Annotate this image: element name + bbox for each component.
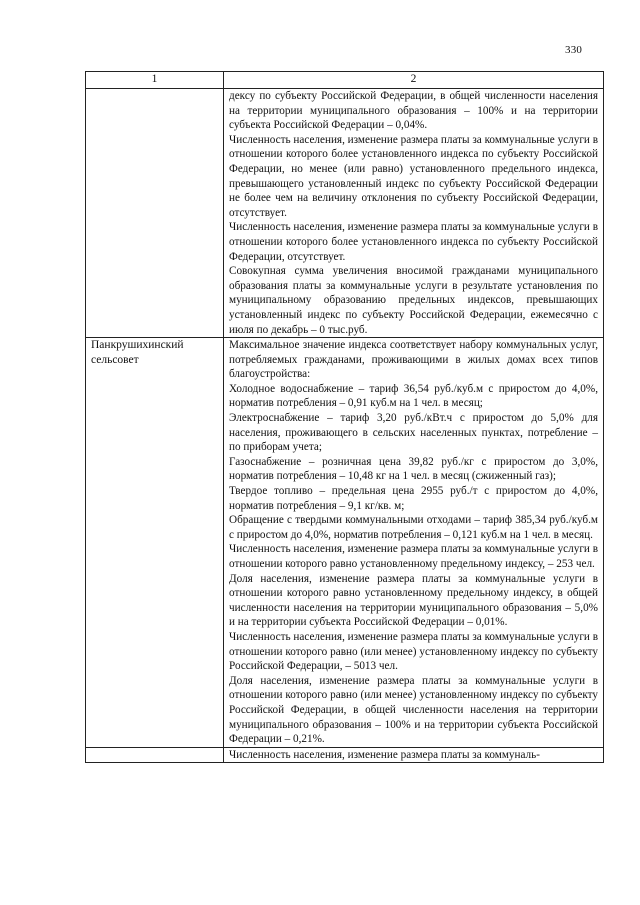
table-row bbox=[86, 89, 604, 338]
paragraph: Совокупная сумма увеличения вносимой гражданами муниципального образования платы за коммунальные услуги в результате установления по муниципальному образованию предельных индексов, превышающих установленный индекс по субъекту Российской Федерации, ежемесячно с июля по декабрь – 0 тыс.руб. bbox=[229, 265, 598, 336]
paragraph: Обращение с твердыми коммунальными отходами – тариф 385,34 руб./куб.м с приростом до 4,0%, норматив потребления – 0,121 куб.м на 1 чел. в месяц. bbox=[229, 514, 598, 541]
table-header-row bbox=[86, 72, 604, 89]
paragraph: Численность населения, изменение размера платы за коммунальные услуги в отношении которого равно (или менее) установленному индексу по субъекту Российской Федерации, – 5013 чел. bbox=[229, 630, 598, 673]
page-number: 330 bbox=[565, 44, 583, 56]
description-cell bbox=[224, 338, 604, 748]
table-row bbox=[86, 338, 604, 748]
paragraph: Доля населения, изменение размера платы за коммунальные услуги в отношении которого равно установленному предельному индексу, в общей численности населения на территории муниципального образования – 5,0% и на территории субъекта Российской Федерации – 0,01%. bbox=[229, 572, 598, 629]
column-header-1: 1 bbox=[86, 72, 224, 89]
description-cell bbox=[224, 747, 604, 763]
entity-cell bbox=[86, 747, 224, 763]
entity-cell bbox=[86, 89, 224, 338]
paragraph: Твердое топливо – предельная цена 2955 руб./т с приростом до 4,0%, норматив потребления – 9,1 кг/кв. м; bbox=[229, 485, 598, 512]
paragraph: Численность населения, изменение размера платы за коммунальные услуги в отношении которого более установленного индекса по субъекту Российской Федерации, отсутствует. bbox=[229, 221, 598, 263]
data-table bbox=[85, 71, 604, 763]
description-cell bbox=[224, 89, 604, 338]
paragraph: Максимальное значение индекса соответствует набору коммунальных услуг, потребляемых гражданами, проживающими в жилых домах всех типов благоустройства: bbox=[229, 339, 598, 381]
paragraph: дексу по субъекту Российской Федерации, в общей численности населения на территории муниципального образования – 100% и на территории субъекта Российской Федерации – 0,04%. bbox=[229, 90, 598, 132]
paragraph: Холодное водоснабжение – тариф 36,54 руб./куб.м с приростом до 4,0%, норматив потребления – 0,91 куб.м на 1 чел. в месяц; bbox=[229, 382, 598, 410]
paragraph: Численность населения, изменение размера платы за коммунальные услуги в отношении которого более установленного индекса по субъекту Российской Федерации, но менее (или равно) установленного предельного индекса, превышающего установленный индекс по субъекту Российской Федерации не более чем на величину отклонения по субъекту Российской Федерации, отсутствует. bbox=[229, 133, 598, 219]
paragraph: Численность населения, изменение размера платы за коммунальные услуги в отношении которого равно установленному предельному индексу, – 253 чел. bbox=[229, 543, 598, 570]
paragraph: Доля населения, изменение размера платы за коммунальные услуги в отношении которого равно (или менее) установленному индексу по субъекту Российской Федерации, в общей численности населения на территории муниципального образования – 100% и на территории субъекта Российской Федерации – 0,21%. bbox=[229, 674, 598, 746]
paragraph: Газоснабжение – розничная цена 39,82 руб./кг с приростом до 3,0%, норматив потребления – 10,48 кг на 1 чел. в месяц (сжиженный газ); bbox=[229, 455, 598, 483]
entity-cell: Панкрушихинский сельсовет bbox=[86, 338, 224, 748]
paragraph: Численность населения, изменение размера платы за коммуналь- bbox=[229, 748, 540, 761]
table-row bbox=[86, 747, 604, 763]
column-header-2: 2 bbox=[224, 72, 604, 89]
paragraph: Электроснабжение – тариф 3,20 руб./кВт.ч с приростом до 5,0% для населения, проживающего в сельских населенных пунктах, потребление – по приборам учета; bbox=[229, 412, 598, 454]
